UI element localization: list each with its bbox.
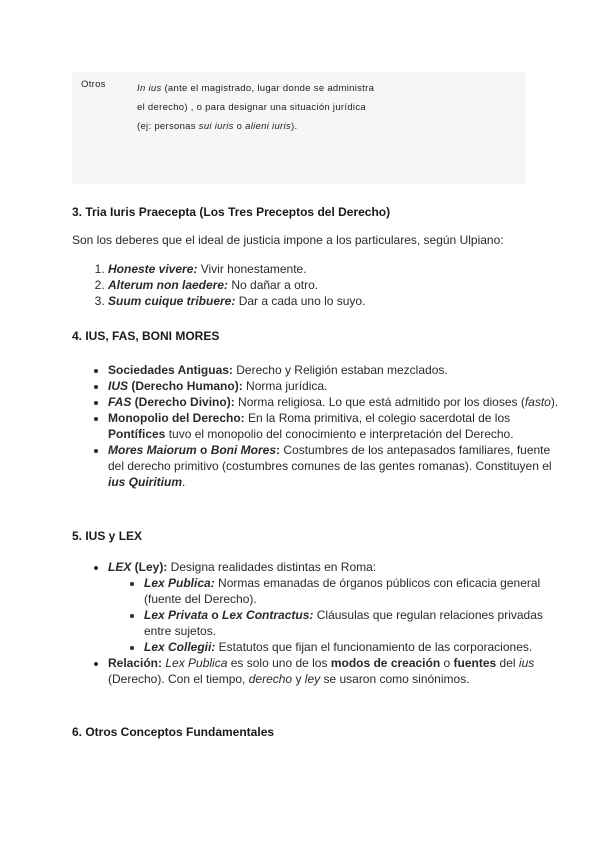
list-item: • FAS (Derecho Divino): Norma religiosa. Lo que está admitido por los dioses (fasto).	[108, 394, 568, 410]
section-4-list	[72, 362, 568, 490]
list-item: 2. Alterum non laedere: No dañar a otro.	[108, 277, 365, 293]
lex-sublist	[108, 575, 568, 655]
list-item: • Monopolio del Derecho: En la Roma primitiva, el colegio sacerdotal de los Pontífices tuvo el monopolio del conocimiento e interpretación del Derecho.	[108, 410, 568, 442]
list-item: 3. Suum cuique tribuere: Dar a cada uno lo suyo.	[108, 293, 365, 309]
list-item: • Lex Privata o Lex Contractus: Cláusulas que regulan relaciones privadas entre sujetos.	[144, 607, 568, 639]
table-block	[72, 72, 526, 184]
list-item: • Lex Publica: Normas emanadas de órganos públicos con eficacia general (fuente del Derecho).	[144, 575, 568, 607]
section-6-heading: 6. Otros Conceptos Fundamentales	[72, 725, 275, 739]
section-5-list	[72, 559, 568, 687]
table-row-text: In ius (ante el magistrado, lugar donde se administra el derecho) , o para designar una situación jurídica (ej: personas sui iuris o alieni iuris).	[137, 83, 375, 132]
precepts-list	[72, 261, 365, 309]
list-item: • Sociedades Antiguas: Derecho y Religión estaban mezclados.	[108, 362, 568, 378]
list-item: • Lex Collegii: Estatutos que fijan el funcionamiento de las corporaciones.	[144, 639, 568, 655]
list-item: 1. Honeste vivere: Vivir honestamente.	[108, 261, 365, 277]
list-item: • IUS (Derecho Humano): Norma jurídica.	[108, 378, 568, 394]
table-row-label: Otros	[81, 79, 106, 90]
section-3-heading: 3. Tria Iuris Praecepta (Los Tres Preceptos del Derecho)	[72, 205, 391, 219]
list-item: • LEX (Ley): Designa realidades distintas en Roma: • Lex Publica: Normas emanadas de órganos públicos con eficacia general (fuente del Derecho). • Lex Privata o Lex Contractus: Cláusulas que regulan relaciones privadas entre sujetos. • Lex Collegii: Estatutos que fijan el funcionamiento de las corporaciones.	[108, 559, 568, 655]
list-item: • Relación: Lex Publica es solo uno de los modos de creación o fuentes del ius (Derecho). Con el tiempo, derecho y ley se usaron como sinónimos.	[108, 655, 568, 687]
section-4-heading: 4. IUS, FAS, BONI MORES	[72, 329, 220, 343]
section-5-heading: 5. IUS y LEX	[72, 529, 143, 543]
section-3-intro: Son los deberes que el ideal de justicia impone a los particulares, según Ulpiano:	[72, 233, 504, 247]
list-item: • Mores Maiorum o Boni Mores: Costumbres de los antepasados familiares, fuente del derecho primitivo (costumbres comunes de las gentes romanas). Constituyen el ius Quiritium.	[108, 442, 568, 490]
